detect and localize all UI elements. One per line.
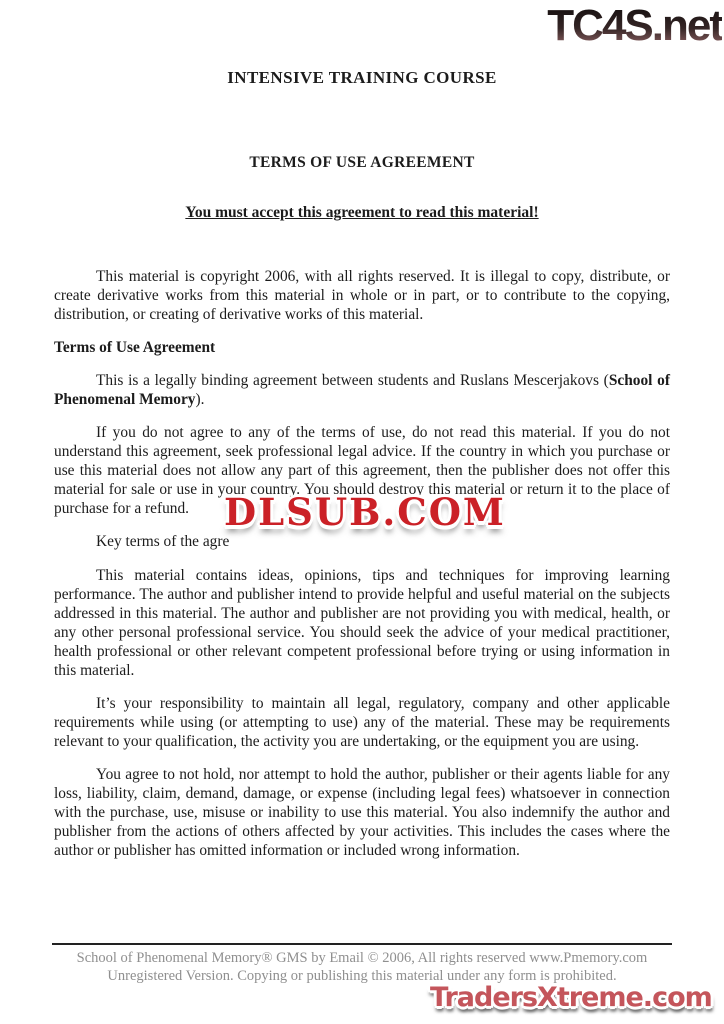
paragraph-liability: You agree to not hold, nor attempt to hold the author, publisher or their agents liable for any loss, liability, claim, demand, damage, or expense (including legal fees) whatsoever in connection with the purchase, use, misuse or inability to use this material. You also indemnify the author and publisher from the actions of others affected by your activities. This includes the cases where the author or publisher has omitted information or included wrong information. bbox=[54, 766, 670, 859]
footer-divider-line bbox=[52, 943, 672, 945]
accept-notice: You must accept this agreement to read this material! bbox=[185, 204, 539, 221]
section-heading-terms-of-use: Terms of Use Agreement bbox=[54, 339, 216, 356]
paragraph-key-terms-occluded: Key terms of the agre bbox=[96, 533, 230, 550]
dlsub-overlay-watermark: DLSUB.COM bbox=[224, 490, 506, 534]
paragraph-disagree-refund: If you do not agree to any of the terms of use, do not read this material. If you do not understand this agreement, seek professional legal advice. If the country in which you purchase or use this material does not allow any part of this agreement, then the publisher does not offer this material for sale or use in your country. You should destroy this material or return it to the place of purchase for a refund. bbox=[54, 424, 670, 517]
footer-unregistered-line: Unregistered Version. Copying or publishing this material under any form is prohibited. bbox=[107, 967, 617, 984]
paragraph-responsibility: It’s your responsibility to maintain all legal, regulatory, company and other applicable requirements while using (or attempting to use) any of the material. These may be requirements relevant to your qualification, the activity you are undertaking, or the equipment you are using. bbox=[54, 695, 670, 750]
agreement-title: TERMS OF USE AGREEMENT bbox=[249, 154, 475, 171]
paragraph-binding-agreement bbox=[54, 371, 670, 409]
binding-agreement-text: This is a legally binding agreement between students and Ruslans Mescerjakovs ( bbox=[96, 372, 609, 389]
school-name-bold: School of Phenomenal Memory bbox=[54, 372, 670, 408]
footer-copyright-line: School of Phenomenal Memory® GMS by Email © 2006, All rights reserved www.Pmemory.com bbox=[76, 950, 648, 966]
paragraph-material-contents: This material contains ideas, opinions, tips and techniques for improving learning performance. The author and publisher intend to provide helpful and useful material on the subjects addressed in this material. The author and publisher are not providing you with medical, health, or any other personal professional service. You should seek the advice of your medical practitioner, health professional or other relevant competent professional before trying or using information in this material. bbox=[54, 567, 670, 679]
footer bbox=[0, 950, 724, 985]
binding-agreement-text-end: ). bbox=[195, 391, 205, 408]
tc4s-site-watermark: TC4S.net bbox=[547, 1, 722, 50]
tradersxtreme-site-watermark: TradersXtreme.com bbox=[430, 982, 712, 1013]
document-body bbox=[54, 267, 670, 874]
paragraph-copyright: This material is copyright 2006, with all rights reserved. It is illegal to copy, distribute, or create derivative works from this material in whole or in part, or to contribute to the copying, distribution, or creating of derivative works of this material. bbox=[54, 268, 670, 323]
course-title: INTENSIVE TRAINING COURSE bbox=[227, 68, 497, 87]
